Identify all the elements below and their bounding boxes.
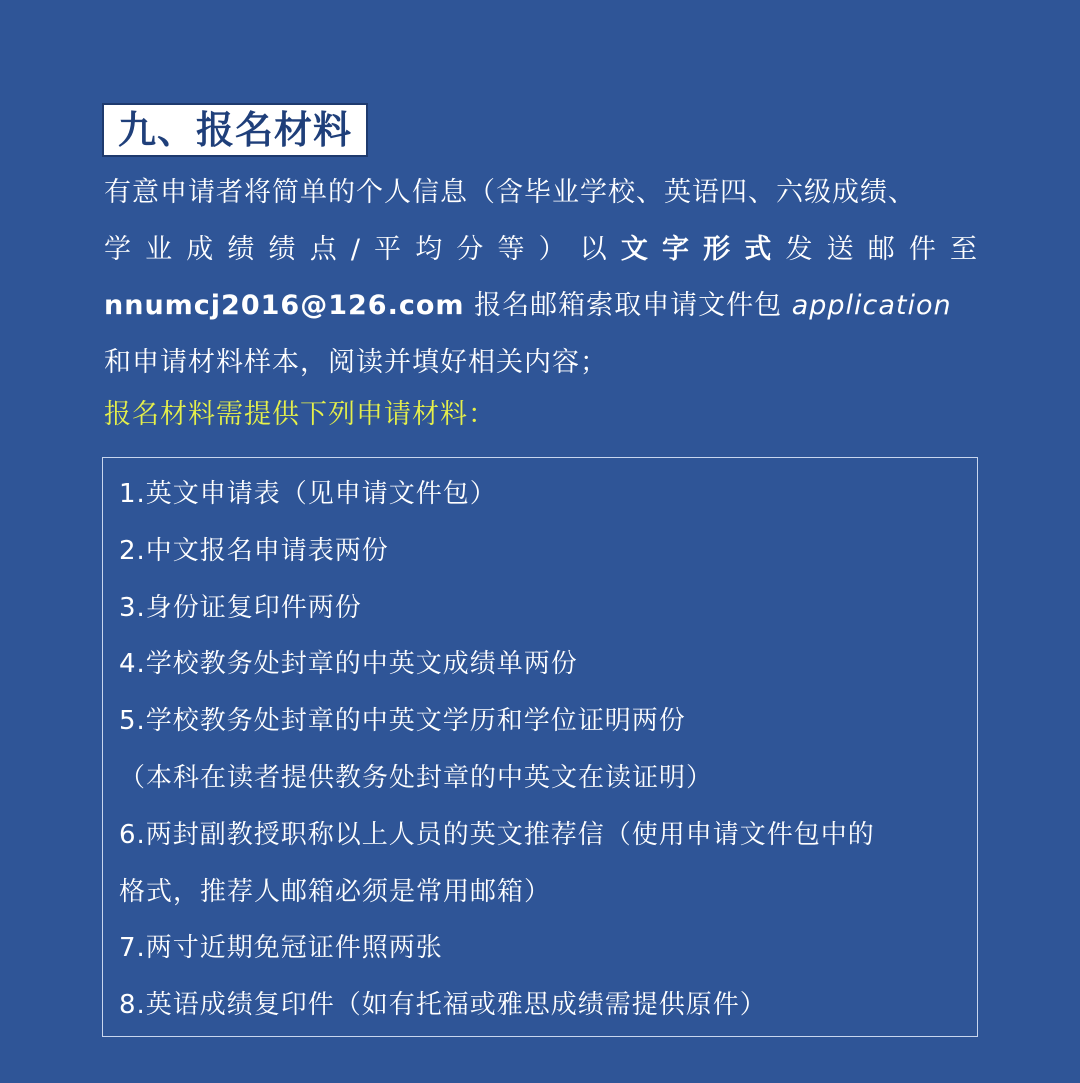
list-item: 7.两寸近期免冠证件照两张 xyxy=(119,933,443,964)
list-item: 6.两封副教授职称以上人员的英文推荐信（使用申请文件包中的 xyxy=(119,819,875,850)
intro-emphasis-text: 文字形式 xyxy=(620,233,786,265)
intro-line-3-text: 报名邮箱索取申请文件包 xyxy=(464,290,792,321)
list-item: 4.学校教务处封章的中英文成绩单两份 xyxy=(119,649,578,680)
materials-list-box xyxy=(102,457,978,1037)
intro-line-2 xyxy=(104,222,978,279)
materials-heading: 报名材料需提供下列申请材料： xyxy=(104,399,496,430)
intro-line-2-text: 学业成绩绩点/平均分等）以 xyxy=(104,233,621,265)
intro-line-3 xyxy=(104,278,978,335)
list-item: （本科在读者提供教务处封章的中英文在读证明） xyxy=(119,762,714,793)
intro-paragraph xyxy=(104,165,978,391)
materials-list xyxy=(119,466,961,1034)
intro-line-4: 和申请材料样本，阅读并填好相关内容； xyxy=(104,346,608,378)
list-item: 3.身份证复印件两份 xyxy=(119,592,362,623)
section-title: 九、报名材料 xyxy=(102,103,368,157)
intro-line-2-text-end: 发送邮件至 xyxy=(785,233,979,265)
list-item: 1.英文申请表（见申请文件包） xyxy=(119,479,497,509)
list-item: 2.中文报名申请表两份 xyxy=(119,535,389,566)
intro-line-1: 有意申请者将简单的个人信息（含毕业学校、英语四、六级成绩、 xyxy=(104,177,916,208)
list-item: 5.学校教务处封章的中英文学历和学位证明两份 xyxy=(119,706,686,737)
list-item: 格式，推荐人邮箱必须是常用邮箱） xyxy=(119,876,552,907)
application-word: application xyxy=(791,290,952,321)
list-item: 8.英语成绩复印件（如有托福或雅思成绩需提供原件） xyxy=(119,990,767,1021)
email-address[interactable]: nnumcj2016@126.com xyxy=(104,290,465,321)
